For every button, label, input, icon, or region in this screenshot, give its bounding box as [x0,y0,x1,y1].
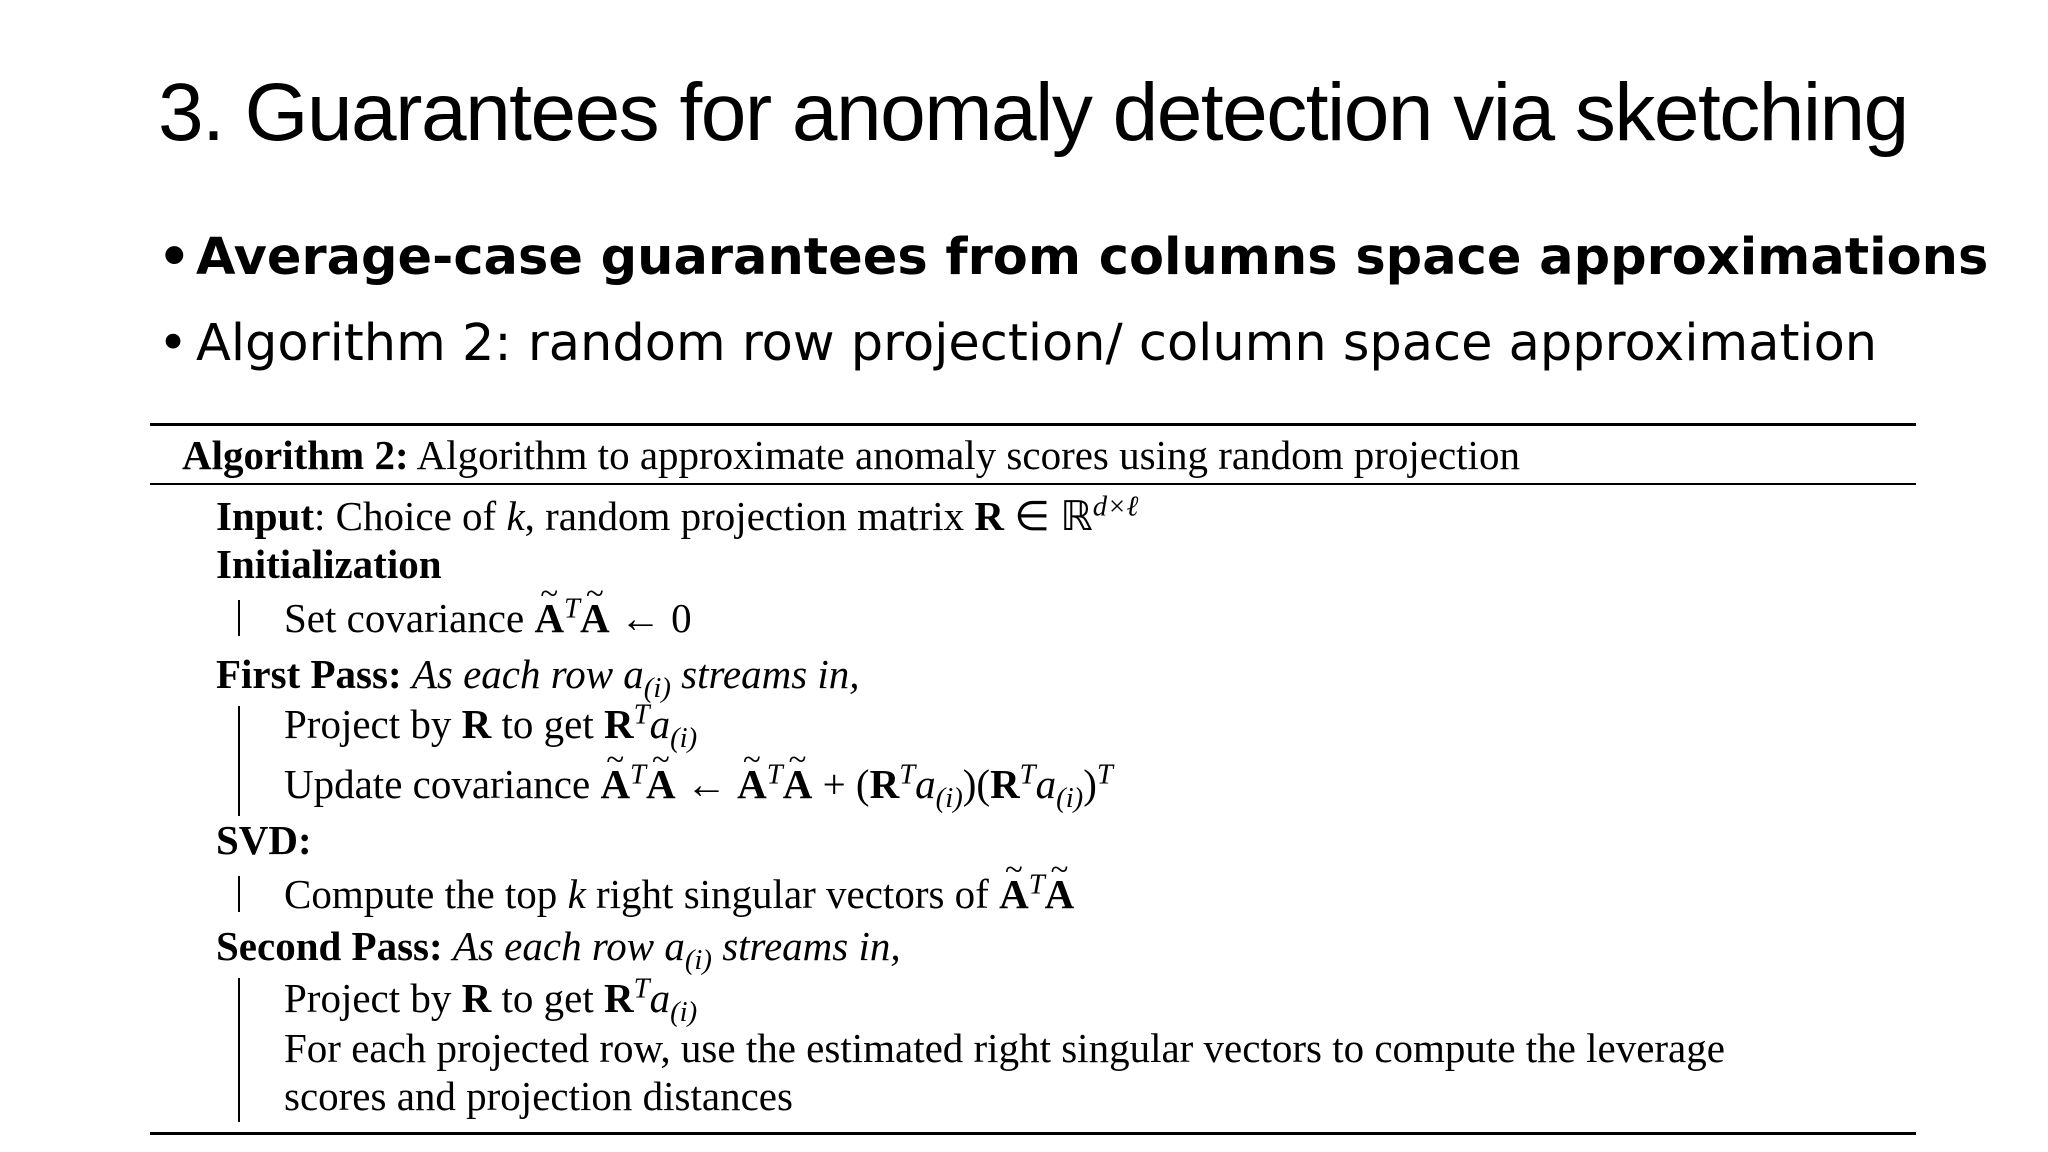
second-pass-label: Second Pass: [216,923,443,969]
matrix-a-tilde: ~ A [999,871,1029,917]
dimension-superscript: d×ℓ [1092,490,1139,523]
transpose-t: T [1096,758,1113,791]
row-index: (i) [670,996,698,1029]
reals-symbol: ℝ [1060,493,1093,539]
row-index: (i) [1056,782,1084,815]
step-text: to get [491,975,604,1021]
matrix-r: R [461,975,492,1021]
svd-block-bar [238,876,240,912]
algorithm-header-rule [150,483,1916,485]
algorithm-input-line [216,492,1138,541]
second-pass-project-line [284,972,698,1029]
row-var-a: a [649,701,671,747]
initialization-label: Initialization [216,541,442,587]
step-text: Compute the top [284,871,568,917]
matrix-a-tilde: ~ A [646,761,676,807]
element-of-symbol: ∈ [1004,493,1061,539]
matrix-r: R [603,975,634,1021]
first-pass-desc: streams in, [670,651,860,697]
algorithm-label: Algorithm 2: [182,432,409,478]
transpose-t: T [564,592,581,625]
slide-title: 3. Guarantees for anomaly detection via sketching [158,67,1908,158]
var-k: k [567,871,586,917]
second-pass-final-line-1: For each projected row, use the estimated right singular vectors to compute the leverage [284,1025,1725,1071]
row-var-a: a [915,761,936,807]
matrix-r: R [974,493,1005,539]
second-pass-line [216,922,901,977]
matrix-r: R [461,701,492,747]
first-pass-desc: As each row [411,651,624,697]
matrix-r: R [603,701,634,747]
row-index: (i) [643,672,671,705]
paren: )( [962,761,991,807]
algorithm-caption [182,431,1520,479]
row-var-a: a [623,651,644,697]
transpose-t: T [899,758,916,791]
row-index: (i) [935,782,963,815]
bullet-text: Algorithm 2: random row projection/ column space approximation [196,314,1878,373]
transpose-t: T [633,698,650,731]
plus-paren: + ( [812,761,870,807]
bullet-dot: • [158,314,189,373]
row-index: (i) [670,722,698,755]
step-text: right singular vectors of [585,871,1000,917]
algorithm-bottom-rule [150,1132,1916,1135]
assign-zero: ← 0 [609,595,692,641]
bullet-average-case [158,228,1989,287]
matrix-r: R [869,761,900,807]
second-pass-desc: As each row [452,923,665,969]
first-pass-project-line [284,698,698,755]
step-text: Project by [284,701,462,747]
second-pass-block-bar [238,978,240,1122]
assign-arrow: ← [675,761,738,807]
input-text: : Choice of [314,493,507,539]
first-pass-label: First Pass: [216,651,402,697]
matrix-r: R [990,761,1020,807]
transpose-t: T [630,758,647,791]
set-covariance-line [284,594,692,643]
step-text: Project by [284,975,462,1021]
algorithm-top-rule [150,423,1916,426]
input-text: , random projection matrix [524,493,975,539]
transpose-t: T [1028,868,1045,901]
matrix-a-tilde: ~ A [783,761,813,807]
step-text: Set covariance [284,595,535,641]
row-index: (i) [684,944,712,977]
transpose-t: T [633,972,650,1005]
step-text: to get [491,701,604,747]
bullet-text: Average-case guarantees from columns space approximations [196,228,1989,287]
matrix-a-tilde: ~ A [1045,871,1075,917]
bullet-algorithm-2 [158,314,1878,373]
transpose-t: T [1019,758,1036,791]
second-pass-final-line-2: scores and projection distances [284,1073,793,1119]
paren: ) [1083,761,1097,807]
initialization-block-bar [238,600,240,636]
first-pass-update-line [284,758,1113,815]
matrix-a-tilde: ~ A [737,761,767,807]
bullet-dot: • [158,228,191,287]
svd-step-line [284,870,1074,919]
matrix-a-tilde: ~ A [580,595,610,641]
matrix-a-tilde: ~ A [534,595,564,641]
input-label: Input [216,493,315,539]
var-k: k [506,493,525,539]
first-pass-line [216,650,860,705]
transpose-t: T [766,758,783,791]
row-var-a: a [664,923,685,969]
algorithm-caption-text: Algorithm to approximate anomaly scores using random projection [416,432,1520,478]
second-pass-desc: streams in, [711,923,901,969]
first-pass-block-bar [238,706,240,816]
matrix-a-tilde: ~ A [600,761,630,807]
row-var-a: a [1035,761,1057,807]
svd-label: SVD: [216,817,312,863]
step-text: Update covariance [284,761,601,807]
row-var-a: a [649,975,671,1021]
